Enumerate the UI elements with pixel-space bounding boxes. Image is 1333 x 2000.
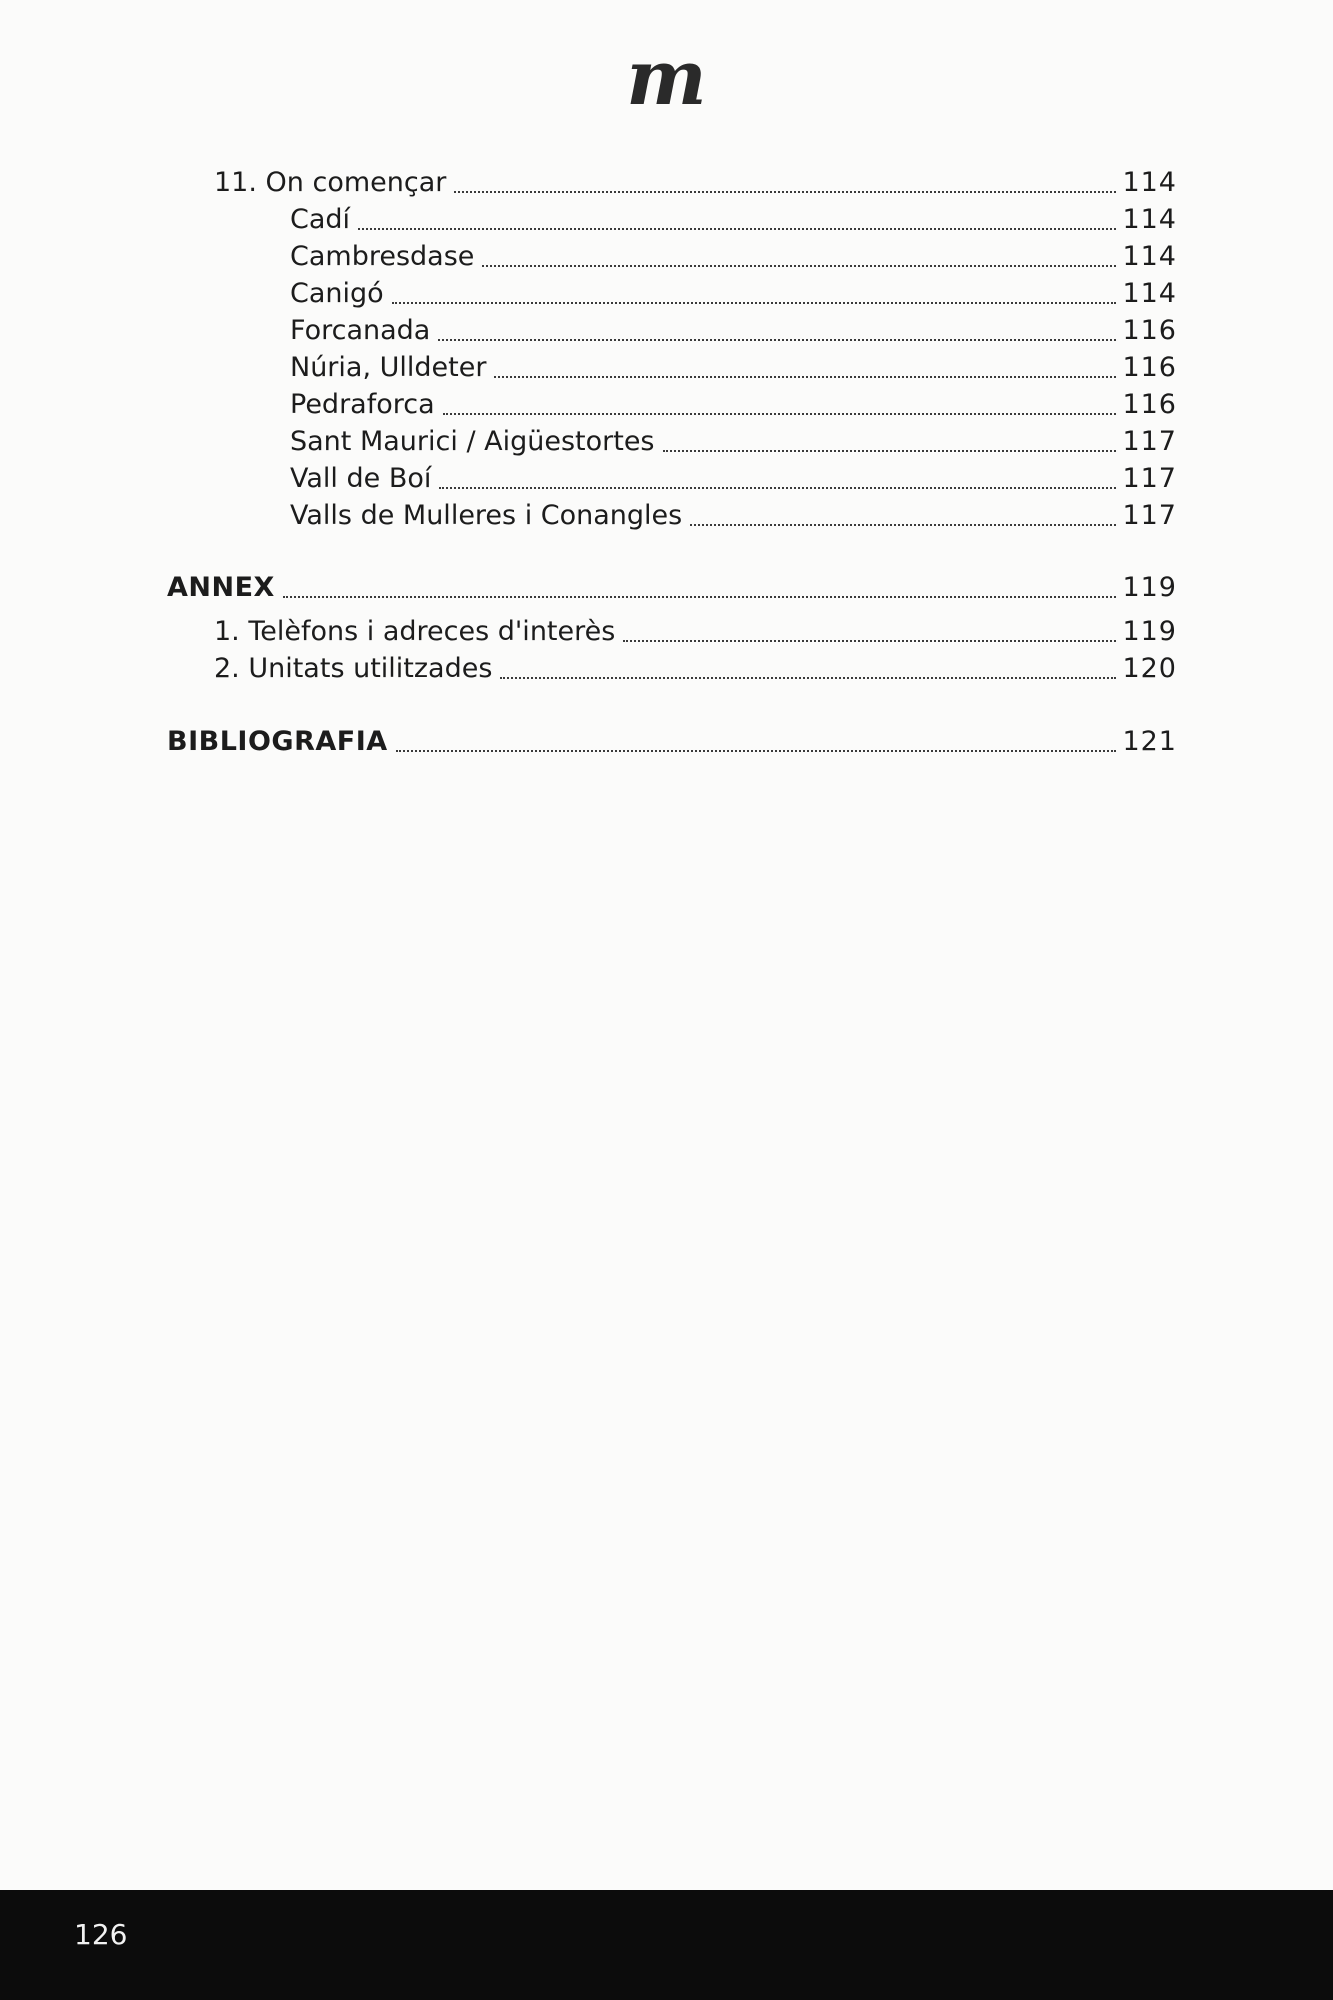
- toc-entry: [290, 387, 1177, 423]
- dot-leader: [623, 614, 1116, 650]
- toc-entry-label: Núria, Ulldeter: [290, 352, 487, 383]
- dot-leader: [439, 461, 1116, 497]
- toc-entry-page: 121: [1122, 726, 1177, 757]
- toc-entry-label: 2. Unitats utilitzades: [214, 653, 493, 684]
- footer-band: [0, 1890, 1333, 2000]
- toc-entry-page: 120: [1122, 653, 1177, 684]
- toc-entry-page: 114: [1122, 241, 1177, 272]
- toc-entry-label: Vall de Boí: [290, 463, 432, 494]
- toc-entry: [290, 424, 1177, 460]
- toc-entry: [290, 276, 1177, 312]
- dot-leader: [392, 276, 1117, 312]
- dot-leader: [443, 387, 1117, 423]
- toc-entry-page: 114: [1122, 278, 1177, 309]
- toc-section-bibliografia: [167, 724, 1177, 760]
- toc-section-annex: [167, 570, 1177, 606]
- dot-leader: [494, 350, 1116, 386]
- toc-entry-label: Cambresdase: [290, 241, 475, 272]
- dot-leader: [358, 202, 1116, 238]
- dot-leader: [396, 724, 1117, 760]
- dot-leader: [283, 570, 1117, 606]
- toc-entry: [290, 350, 1177, 386]
- toc-entry-page: 119: [1122, 616, 1177, 647]
- toc-entry-page: 116: [1122, 352, 1177, 383]
- toc-entry-label: 11. On començar: [214, 167, 447, 198]
- toc-entry-page: 117: [1122, 500, 1177, 531]
- toc-section-label: ANNEX: [167, 572, 275, 603]
- toc-entry-label: 1. Telèfons i adreces d'interès: [214, 616, 616, 647]
- toc-entry-label: Canigó: [290, 278, 384, 309]
- page-number: 126: [74, 1918, 128, 1951]
- toc-entry-label: Forcanada: [290, 315, 431, 346]
- toc-entry: [290, 239, 1177, 275]
- toc-entry-label: Cadí: [290, 204, 351, 235]
- toc-entry-page: 114: [1122, 204, 1177, 235]
- toc-entry-label: Pedraforca: [290, 389, 435, 420]
- toc-entry: [290, 202, 1177, 238]
- toc-entry-page: 114: [1122, 167, 1177, 198]
- toc-entry-page: 117: [1122, 426, 1177, 457]
- dot-leader: [482, 239, 1116, 275]
- dot-leader: [663, 424, 1117, 460]
- toc-entry: [290, 498, 1177, 534]
- toc-entry: [214, 651, 1177, 687]
- toc-section-label: BIBLIOGRAFIA: [167, 726, 388, 757]
- toc-entry-page: 116: [1122, 389, 1177, 420]
- toc-entry-page: 117: [1122, 463, 1177, 494]
- toc-entry-label: Valls de Mulleres i Conangles: [290, 500, 683, 531]
- publisher-logo: m: [626, 33, 707, 122]
- toc-entry: [290, 313, 1177, 349]
- dot-leader: [438, 313, 1116, 349]
- toc-entry-label: Sant Maurici / Aigüestortes: [290, 426, 655, 457]
- toc-entry-page: 119: [1122, 572, 1177, 603]
- dot-leader: [454, 165, 1116, 201]
- dot-leader: [500, 651, 1116, 687]
- dot-leader: [690, 498, 1116, 534]
- toc-entry: [214, 614, 1177, 650]
- toc-entry-page: 116: [1122, 315, 1177, 346]
- toc-entry: [290, 461, 1177, 497]
- toc-entry: [214, 165, 1177, 201]
